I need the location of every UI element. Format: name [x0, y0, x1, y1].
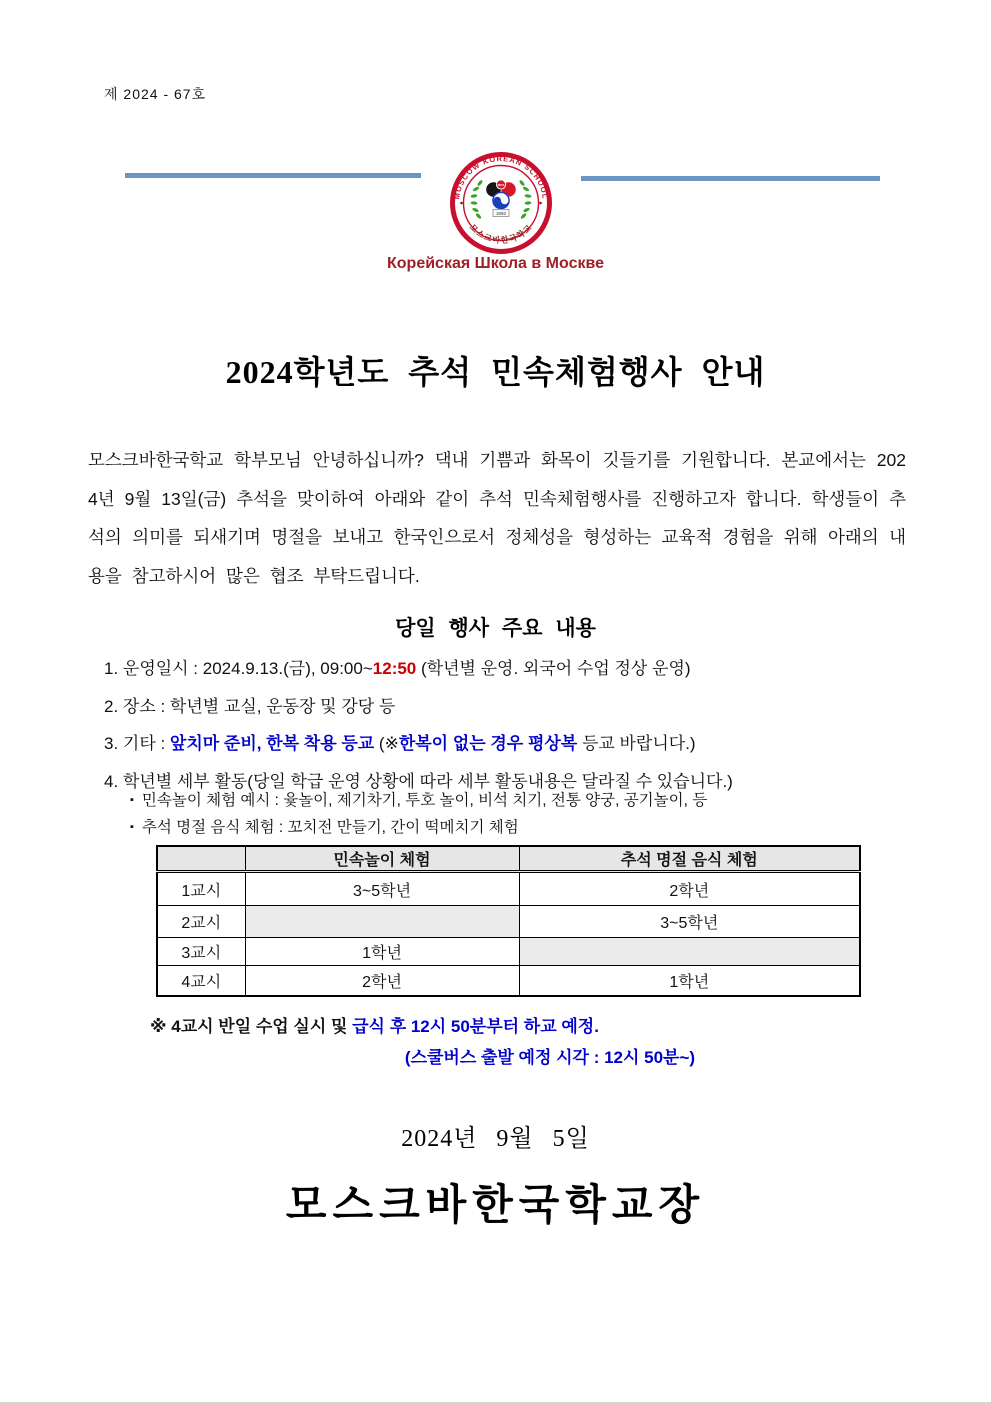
list-item: ▪ 추석 명절 음식 체험 : 꼬치전 만들기, 간이 떡메치기 체험	[130, 819, 519, 836]
table-row	[157, 872, 860, 906]
header-rule-right	[581, 176, 880, 181]
list-item: ▪ 민속놀이 체험 예시 : 윷놀이, 제기차기, 투호 놀이, 비석 치기, 전통 양궁, 공기놀이, 등	[130, 792, 708, 809]
svg-text:MKS: MKS	[497, 183, 505, 187]
page-title: 2024학년도 추석 민속체험행사 안내	[225, 354, 766, 390]
section-heading: 당일 행사 주요 내용	[395, 617, 596, 640]
activity-bullet-list	[130, 787, 910, 841]
logo-caption: Корейская Школа в Москве	[387, 255, 604, 272]
list-item-schedule: 1. 운영일시 : 2024.9.13.(금), 09:00~12:50 (학년별 운영. 외국어 수업 정상 운영)	[104, 659, 691, 678]
list-item-activities: 4. 학년별 세부 활동(당일 학급 운영 상황에 따라 세부 활동내용은 달라질 수 있습니다.)	[104, 771, 733, 791]
folk-cell: 2학년	[245, 966, 519, 996]
document-number: 제 2024 - 67호	[104, 86, 207, 102]
food-cell: 3~5학년	[519, 906, 860, 938]
food-cell: 2학년	[519, 872, 860, 906]
dismissal-time-highlight: 12:50	[372, 659, 417, 678]
header-holiday-food: 추석 명절 음식 체험	[519, 846, 860, 872]
header-rule-left	[125, 173, 421, 178]
logo-dot-right	[539, 202, 542, 205]
intro-paragraph: 모스크바한국학교 학부모님 안녕하십니까? 댁내 기쁨과 화목이 깃들기를 기원합니다. 본교에서는 2024년 9월 13일(금) 추석을 맞이하여 아래와 같이 추석 민속체험행사를 진행하고자 합니다. 학생들이 추석의 의미를 되새기며 명절을 보내고 한국인으로서 정체성을 형성하는 교육적 경험을 위해 아래의 내용을 참고하시어 많은 협조 부탁드립니다.	[88, 450, 906, 586]
attire-highlight: 앞치마 준비, 한복 착용 등교	[169, 734, 375, 753]
note-schoolbus: (스쿨버스 출발 예정 시각 : 12시 50분~)	[404, 1048, 696, 1067]
schedule-table	[156, 845, 861, 997]
mks-badge-icon	[496, 180, 505, 189]
period-cell: 3교시	[157, 938, 245, 966]
table-header-row	[157, 846, 860, 872]
bullet-icon: ▪	[130, 794, 134, 806]
table-row	[157, 906, 860, 938]
table-row	[157, 938, 860, 966]
folk-cell: 3~5학년	[245, 872, 519, 906]
header-folk-games: 민속놀이 체험	[245, 846, 519, 872]
casual-attire-highlight: 한복이 없는 경우 평상복	[398, 734, 578, 753]
event-item-list	[104, 650, 924, 800]
food-cell: 1학년	[519, 966, 860, 996]
period-cell: 1교시	[157, 872, 245, 906]
food-cell-shaded	[519, 938, 860, 966]
logo-dot-left	[460, 202, 463, 205]
bullet-icon: ▪	[130, 821, 134, 833]
period-cell: 4교시	[157, 966, 245, 996]
svg-text:1992: 1992	[495, 210, 507, 216]
logo-year-box	[493, 210, 509, 217]
period-cell: 2교시	[157, 906, 245, 938]
table-row	[157, 966, 860, 996]
document-date: 2024년 9월 5일	[401, 1126, 590, 1152]
school-logo-icon	[449, 151, 553, 255]
dismissal-detail-highlight: 급식 후 12시 50분부터 하교 예정.	[352, 1017, 599, 1036]
note-dismissal: ※ 4교시 반일 수업 실시 및 급식 후 12시 50분부터 하교 예정.	[150, 1017, 599, 1036]
list-item-etc: 3. 기타 : 앞치마 준비, 한복 착용 등교 (※한복이 없는 경우 평상복 등교 바랍니다.)	[104, 734, 696, 753]
header-period	[157, 846, 245, 872]
principal-signature: 모스크바한국학교장	[285, 1183, 706, 1229]
logo-arc-text-bottom: 모스크바한국학교	[467, 222, 535, 246]
folk-cell: 1학년	[245, 938, 519, 966]
logo-arc-text-top: MOSCOW KOREAN SCHOOL	[452, 154, 550, 200]
list-item-location: 2. 장소 : 학년별 교실, 운동장 및 강당 등	[104, 696, 396, 716]
folk-cell-shaded	[245, 906, 519, 938]
